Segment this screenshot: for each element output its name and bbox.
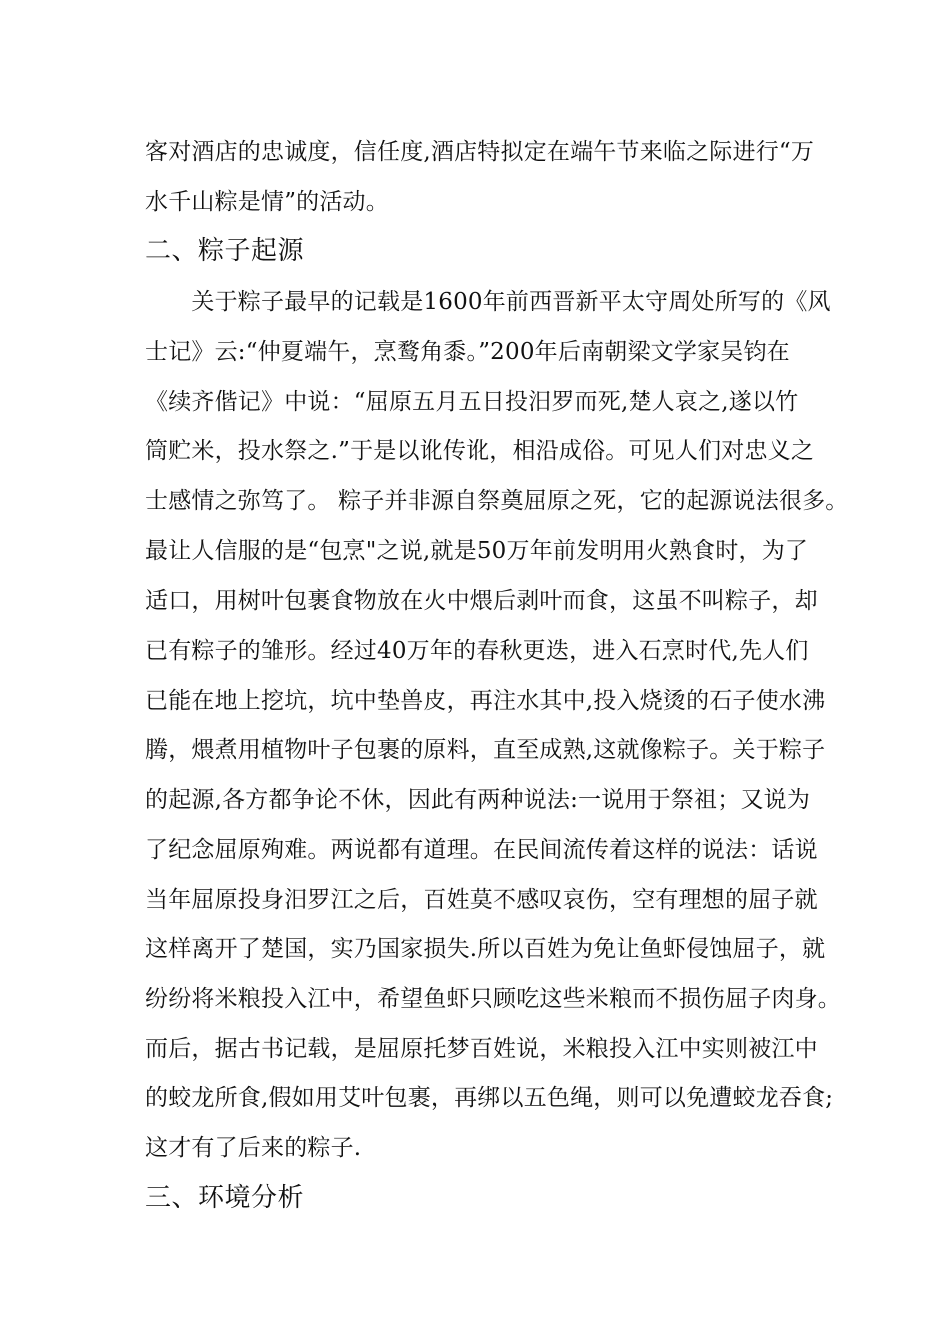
body-line: 已能在地上挖坑，坑中垫兽皮，再注水其中,投入烧烫的石子使水沸: [145, 688, 826, 714]
body-line: 已有粽子的雏形。经过40万年的春秋更迭，进入石烹时代,先人们: [145, 638, 809, 664]
body-line: 《续齐偕记》中说：“屈原五月五日投汨罗而死,楚人哀之,遂以竹: [145, 389, 799, 415]
body-line: 而后，据古书记载，是屈原托梦百姓说，米粮投入江中实则被江中: [145, 1036, 818, 1062]
body-line: 士感情之弥笃了。 粽子并非源自祭奠屈原之死，它的起源说法很多。: [145, 488, 849, 514]
body-line: 了纪念屈原殉难。两说都有道理。在民间流传着这样的说法：话说: [145, 837, 818, 863]
section-heading: 三、环境分析: [145, 1183, 305, 1213]
body-line: 筒贮米，投水祭之.”于是以讹传讹，相沿成俗。可见人们对忠义之: [145, 438, 815, 464]
body-line: 适口，用树叶包裹食物放在火中煨后剥叶而食，这虽不叫粽子，却: [145, 588, 818, 614]
body-line: 的起源,各方都争论不休，因此有两种说法:一说用于祭祖；又说为: [145, 787, 811, 813]
body-line: 最让人信服的是“包烹"之说,就是50万年前发明用火熟食时，为了: [145, 538, 809, 564]
intro-line: 水千山粽是情”的活动。: [145, 189, 389, 215]
body-line: 腾，煨煮用植物叶子包裹的原料，直至成熟,这就像粽子。关于粽子: [145, 737, 826, 763]
body-line: 的蛟龙所食,假如用艾叶包裹，再绑以五色绳，则可以免遭蛟龙吞食;: [145, 1085, 834, 1111]
body-line: 关于粽子最早的记载是1600年前西晋新平太守周处所写的《风: [145, 289, 831, 315]
body-line: 这样离开了楚国，实乃国家损失.所以百姓为免让鱼虾侵蚀屈子，就: [145, 936, 826, 962]
body-line: 当年屈原投身汨罗江之后，百姓莫不感叹哀伤，空有理想的屈子就: [145, 887, 818, 913]
body-line: 纷纷将米粮投入江中，希望鱼虾只顾吃这些米粮而不损伤屈子肉身。: [145, 986, 841, 1012]
body-line: 这才有了后来的粽子.: [145, 1135, 362, 1161]
section-heading: 二、粽子起源: [145, 236, 305, 266]
intro-line: 客对酒店的忠诚度，信任度,酒店特拟定在端午节来临之际进行“万: [145, 139, 815, 165]
body-line: 士记》云:“仲夏端午，烹鹜角黍。”200年后南朝梁文学家吴钧在: [145, 339, 790, 365]
